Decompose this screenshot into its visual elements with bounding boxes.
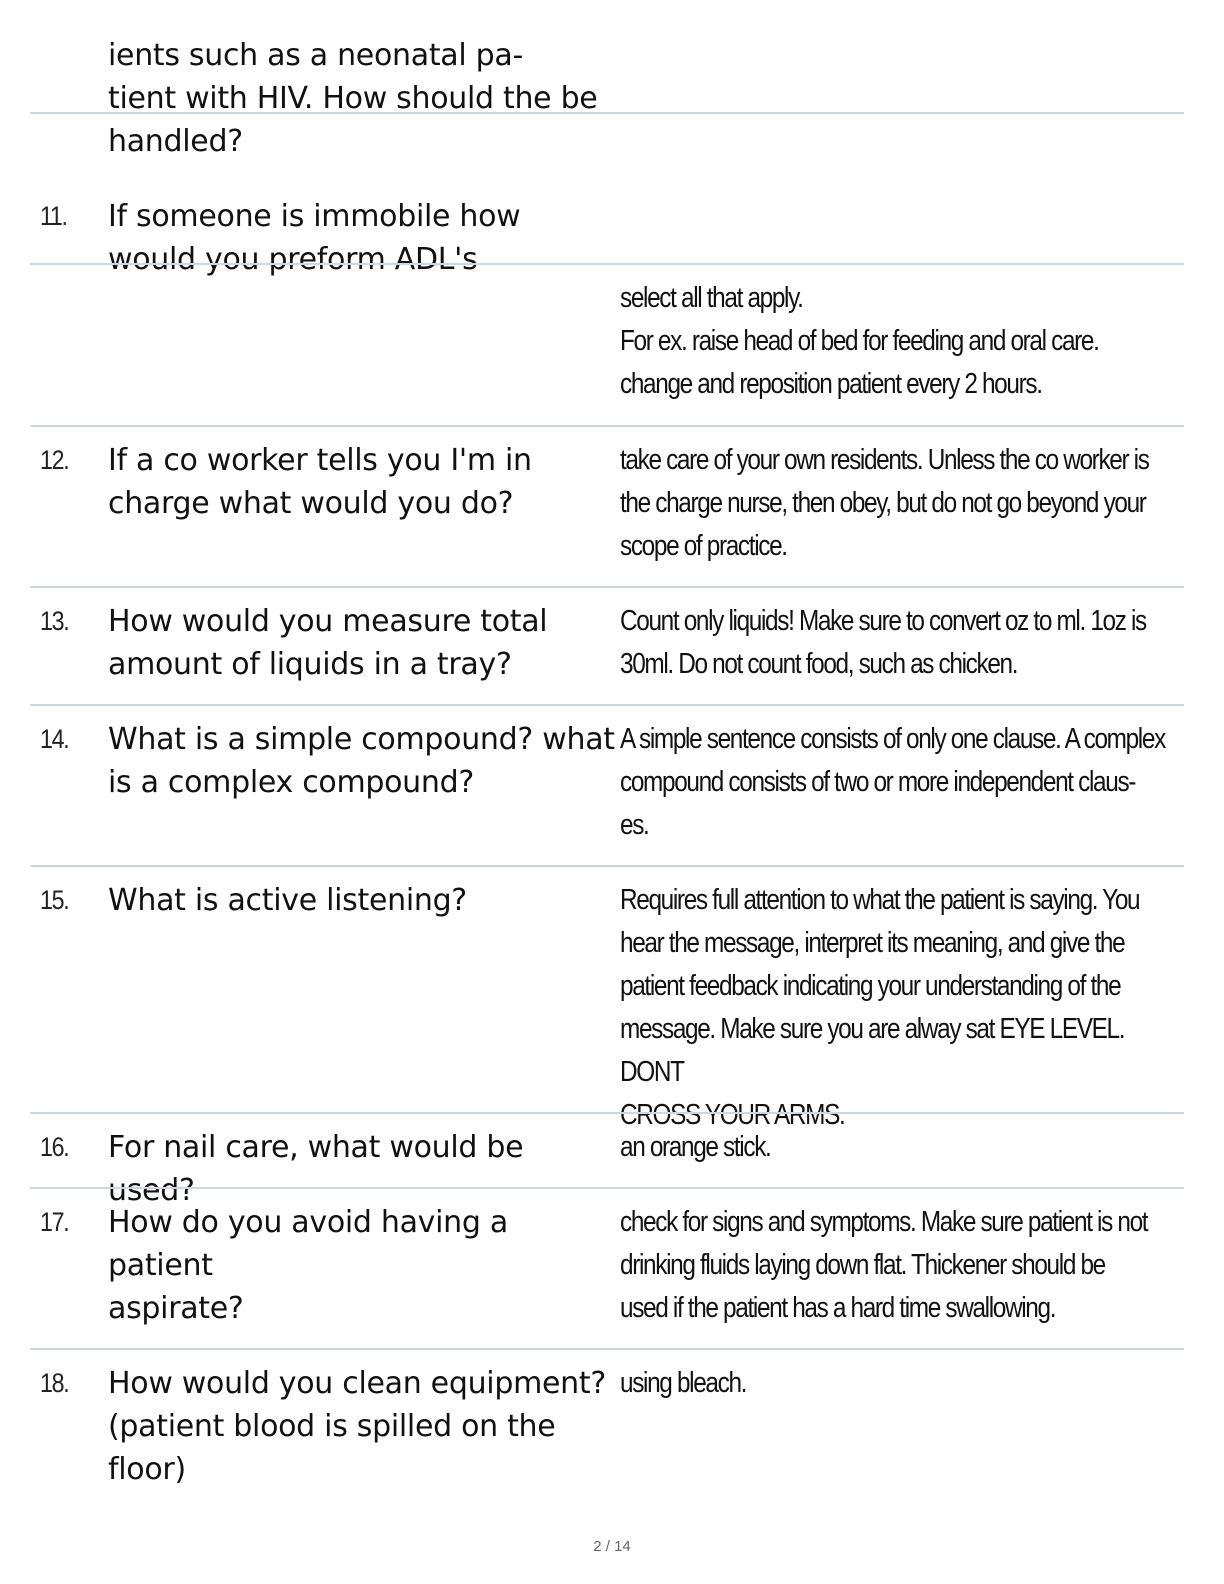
question-text: ients such as a neonatal pa- tient with HIV. How should the be handled?	[108, 38, 598, 159]
question-number: 14.	[40, 724, 69, 754]
row-divider	[30, 425, 1184, 427]
question-text: How would you measure total amount of liquids in a tray?	[108, 604, 548, 682]
row-divider	[30, 1187, 1184, 1189]
answer-text: Count only liquids! Make sure to convert oz to ml. 1oz is 30ml. Do not count food, such as chicken.	[620, 605, 1146, 680]
answer-text: take care of your own residents. Unless the co worker is the charge nurse, then obey, but do not go beyond your scope of practice.	[620, 444, 1149, 562]
question-number: 18.	[40, 1368, 69, 1398]
question-text: If someone is immobile how would you preform ADL's	[108, 199, 521, 277]
question-text: How would you clean equipment? (patient blood is spilled on the floor)	[108, 1366, 606, 1487]
question-text: For nail care, what would be used?	[108, 1130, 524, 1208]
question-number: 15.	[40, 885, 69, 915]
question-text: What is active listening?	[108, 883, 467, 918]
row-divider	[30, 1348, 1184, 1350]
row-divider	[30, 1112, 1184, 1114]
row-divider	[30, 586, 1184, 588]
page-indicator: 2 / 14	[593, 1538, 631, 1555]
answer-text: A simple sentence consists of only one clause. A complex compound consists of two or more independent claus- es.	[620, 723, 1165, 841]
question-number: 17.	[40, 1207, 69, 1237]
answer-text: using bleach.	[620, 1367, 747, 1399]
question-number: 12.	[40, 445, 69, 475]
answer-text: an orange stick.	[620, 1131, 771, 1163]
row-divider	[30, 865, 1184, 867]
question-number: 16.	[40, 1132, 69, 1162]
answer-text: select all that apply. For ex. raise head of bed for feeding and oral care. change and reposition patient every 2 hours.	[620, 282, 1099, 400]
question-text: What is a simple compound? what is a complex compound?	[108, 722, 615, 800]
row-divider	[30, 704, 1184, 706]
answer-text: check for signs and symptoms. Make sure patient is not drinking fluids laying down flat. Thickener should be used if the patient has a hard time swallowing.	[620, 1206, 1148, 1324]
question-text: How do you avoid having a patient aspirate?	[108, 1205, 508, 1326]
row-divider	[30, 112, 1184, 114]
answer-text: Requires full attention to what the patient is saying. You hear the message, interpret its meaning, and give the patient feedback indicating your understanding of the message. Make sure you are alway sat EYE LEVEL. DONT CROSS YOUR ARMS.	[620, 884, 1140, 1131]
question-number: 11.	[40, 201, 67, 231]
question-number: 13.	[40, 606, 69, 636]
question-text: If a co worker tells you I'm in charge what would you do?	[108, 443, 532, 521]
row-divider	[30, 263, 1184, 265]
